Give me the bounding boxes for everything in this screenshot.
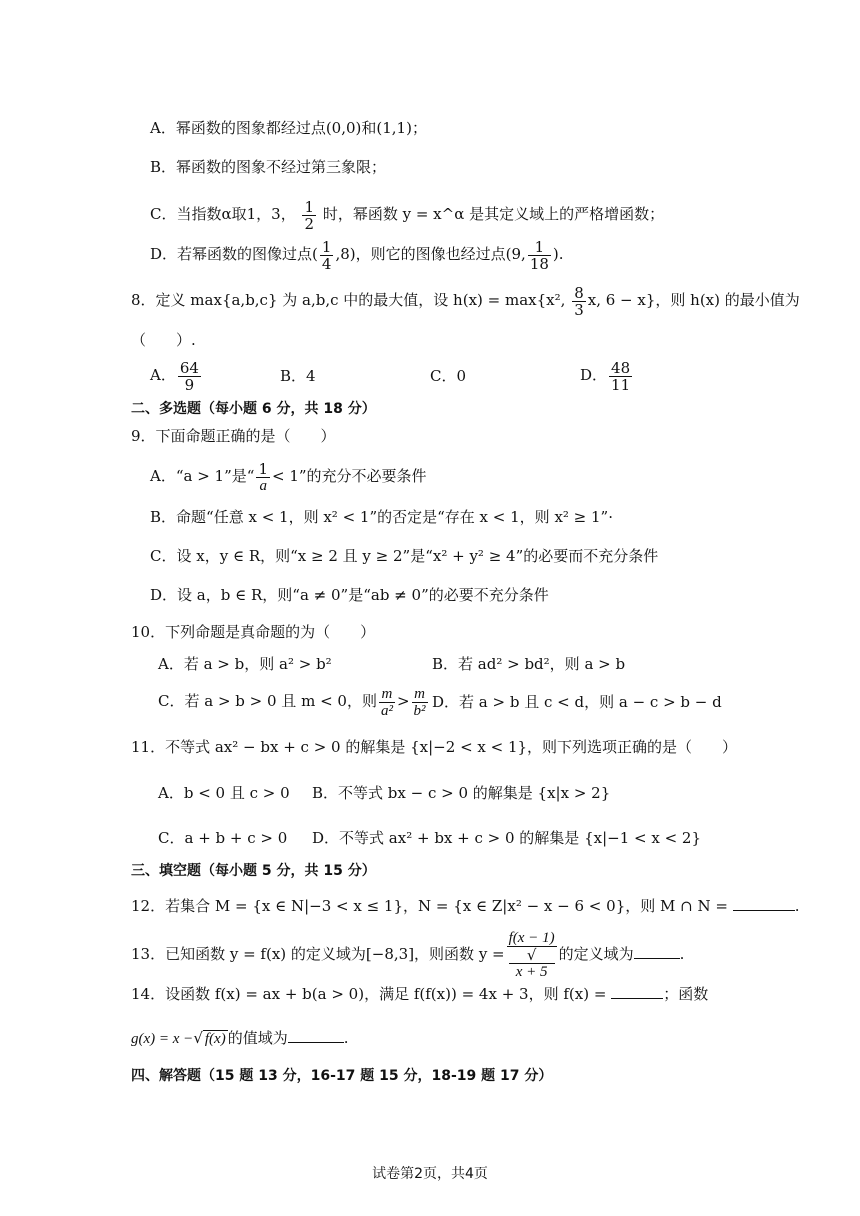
q12-end: . <box>794 897 800 915</box>
q11-option-d: D．不等式 ax² + bx + c > 0 的解集是 {x|−1 < x < 2} <box>312 829 701 847</box>
q10-option-a: A．若 a > b，则 a² > b² <box>158 655 332 673</box>
q8-option-a <box>150 358 203 393</box>
q7-d-point2-y <box>528 239 551 272</box>
q9-option-c: C．设 x，y ∈ R，则“x ≥ 2 且 y ≥ 2”是“x² + y² ≥ 4”的必要而不充分条件 <box>150 547 659 565</box>
q13-pre: 13．已知函数 y = f(x) 的定义域为[−8,3]，则函数 y = <box>131 945 505 963</box>
frac-numerator: 1 <box>321 237 332 256</box>
frac-numerator: 1 <box>304 197 315 216</box>
option-label: B．4 <box>280 367 316 385</box>
q11-stem: 11．不等式 ax² − bx + c > 0 的解集是 {x|−2 < x < 1}，则下列选项正确的是（ ） <box>131 738 738 756</box>
q8-paren <box>131 330 196 350</box>
q13 <box>131 930 684 980</box>
q7-option-a-text: A．幂函数的图象都经过点(0,0)和(1,1)； <box>150 119 427 137</box>
sqrt-radicand: x + 5 <box>509 963 555 980</box>
page-footer: 试卷第2页，共4页 <box>372 1166 488 1182</box>
q8-option-d-fraction <box>609 360 632 393</box>
frac-denominator: 3 <box>574 300 584 319</box>
q7-d-point1-x <box>320 239 334 272</box>
q12-stem: 12．若集合 M = {x ∈ N|−3 < x ≤ 1}，N = {x ∈ Z|x² − x − 6 < 0}，则 M ∩ N = <box>131 897 728 915</box>
frac-denominator: 4 <box>321 254 332 273</box>
section-heading-4: 四、解答题（15 题 13 分，16-17 题 15 分，18-19 题 17 分） <box>131 1068 553 1084</box>
section-heading-3: 三、填空题（每小题 5 分，共 15 分） <box>131 863 376 879</box>
q7-option-d-pre: D．若幂函数的图像过点 <box>150 245 313 263</box>
greater-than: > <box>396 692 410 710</box>
q10-option-c <box>158 683 430 719</box>
frac-denominator: 2 <box>304 214 315 233</box>
q9-option-d: D．设 a，b ∈ R，则“a ≠ 0”是“ab ≠ 0”的必要不充分条件 <box>150 586 549 604</box>
option-label: D． <box>580 366 608 384</box>
frac-numerator: 8 <box>574 283 584 302</box>
q14-pre: 14．设函数 f(x) = ax + b(a > 0)，满足 f(f(x)) = 4x + 3，则 f(x) = <box>131 985 607 1003</box>
frac-denominator: 9 <box>184 375 195 394</box>
q7-option-c-post: 时，幂函数 y = x^α 是其定义域上的严格增函数； <box>322 205 665 223</box>
section-heading-2: 二、多选题（每小题 6 分，共 18 分） <box>131 401 376 417</box>
q7-option-c-fraction <box>302 199 316 232</box>
q14-end: . <box>343 1029 349 1047</box>
q8-paren-text: （ ）. <box>131 331 196 349</box>
q8-fraction <box>572 285 586 318</box>
frac-numerator: 1 <box>528 239 551 256</box>
option-label: A． <box>150 366 176 384</box>
q7-option-c <box>150 196 664 232</box>
frac-denominator: 18 <box>529 254 549 273</box>
q7-d-point2-x: 9 <box>511 245 522 263</box>
q10-option-c-pre: C．若 a > b > 0 且 m < 0，则 <box>158 692 377 710</box>
frac-numerator: f(x − 1) <box>508 930 555 946</box>
q13-answer-blank[interactable] <box>634 944 680 959</box>
q8-set-pre: x², <box>546 291 571 309</box>
q14-answer-blank-2[interactable] <box>288 1028 344 1043</box>
q7-option-c-pre: C．当指数α取1，3， <box>150 205 296 223</box>
q9-option-a <box>150 458 427 494</box>
q11-option-c: C．a + b + c > 0 <box>158 829 288 847</box>
frac-numerator: 64 <box>179 358 199 377</box>
q14-line2: g(x) = x −√ f(x) 的值域为 . <box>131 1029 349 1047</box>
q9-option-a-fraction <box>256 461 270 494</box>
frac-denominator: 11 <box>611 375 631 394</box>
q7-option-b <box>150 157 386 177</box>
q8-option-a-fraction <box>178 360 201 393</box>
q10-fraction-2 <box>412 686 428 719</box>
q13-post: 的定义域为 <box>558 945 634 963</box>
q12-answer-blank[interactable] <box>733 896 795 911</box>
q14-line2-post: 的值域为 <box>227 1029 288 1047</box>
q8-stem-pre: 8．定义 max{a,b,c} 为 a,b,c 中的最大值，设 h(x) = max <box>131 291 537 309</box>
q13-end: . <box>679 945 685 963</box>
q7-d-point1-y: 8 <box>340 245 350 263</box>
q12 <box>131 896 800 916</box>
q8-set-post: x, 6 − x <box>587 291 646 309</box>
frac-denominator: √ x + 5 <box>507 947 557 980</box>
q7-option-d-mid: ，则它的图像也经过点 <box>355 245 506 263</box>
sqrt-radicand: f(x) <box>204 1031 226 1047</box>
q8-stem: 8．定义 max{a,b,c} 为 a,b,c 中的最大值，设 h(x) = max{x², $\frac{8}{3}$ x, 6 − x}，则 h(x) 的最小值为 <box>131 283 800 319</box>
frac-numerator: 1 <box>258 459 268 478</box>
frac-numerator: m <box>412 686 428 703</box>
q8-stem-post: ，则 h(x) 的最小值为 <box>655 291 800 309</box>
q13-fraction <box>507 930 557 980</box>
q10-option-b: B．若 ad² > bd²，则 a > b <box>432 655 626 673</box>
q14-line2-pre: g(x) = x − <box>131 1031 194 1047</box>
option-label: C．0 <box>430 367 467 385</box>
q7-option-d: D．若幂函数的图像过点( $\frac{1}{4}$ ,8)，则它的图像也经过点(9, $\frac{1}{18}$ ). <box>150 237 564 273</box>
q7-option-a <box>150 118 427 138</box>
q8-option-c <box>430 366 466 386</box>
frac-numerator: m <box>379 686 395 703</box>
q10-option-d: D．若 a > b 且 c < d，则 a − c > b − d <box>432 693 722 711</box>
frac-numerator: 48 <box>611 358 631 377</box>
q14-mid: ；函数 <box>663 985 709 1003</box>
frac-denominator: a <box>259 477 267 494</box>
q8-option-b <box>280 366 316 386</box>
q9-option-a-post: < 1”的充分不必要条件 <box>271 467 427 485</box>
q11-option-a: A．b < 0 且 c > 0 <box>158 784 290 802</box>
q9-stem: 9．下面命题正确的是（ ） <box>131 427 336 445</box>
q9-option-a-pre: A．“a > 1”是“ <box>150 467 255 485</box>
q7-option-b-text: B．幂函数的图象不经过第三象限； <box>150 158 387 176</box>
frac-denominator: a² <box>380 702 393 719</box>
frac-denominator: b² <box>413 702 426 719</box>
q14-answer-blank-1[interactable] <box>611 984 663 999</box>
q11-option-b: B．不等式 bx − c > 0 的解集是 {x|x > 2} <box>312 784 611 802</box>
q10-stem: 10．下列命题是真命题的为（ ） <box>131 623 376 641</box>
q9-option-b: B．命题“任意 x < 1，则 x² < 1”的否定是“存在 x < 1，则 x² ≥ 1”· <box>150 508 613 526</box>
q10-fraction-1 <box>379 686 395 719</box>
q14-line1 <box>131 984 708 1004</box>
q8-option-d <box>580 358 634 393</box>
